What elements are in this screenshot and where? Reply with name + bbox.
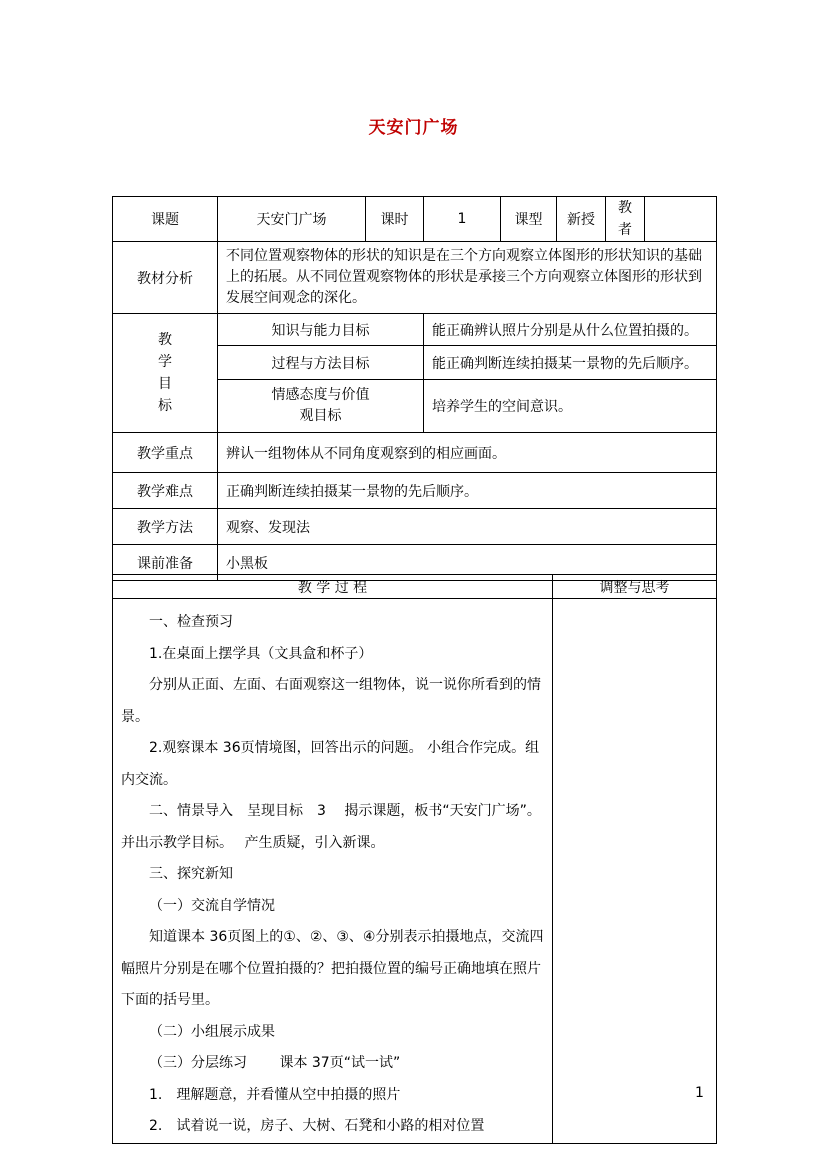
key-point-label: 教学重点	[113, 433, 218, 473]
process-line: （二）小组展示成果	[149, 1023, 275, 1040]
header-row	[113, 197, 717, 242]
method-text: 观察、发现法	[218, 509, 717, 545]
page-number: 1	[695, 1085, 704, 1101]
process-header: 教 学 过 程	[113, 575, 553, 599]
preparation-label: 课前准备	[113, 545, 218, 581]
process-table	[112, 574, 717, 1144]
goal-name: 过程与方法目标	[218, 346, 424, 380]
type-label: 课型	[501, 197, 557, 242]
process-line: 三、探究新知	[149, 866, 233, 882]
key-point-text: 辨认一组物体从不同角度观察到的相应画面。	[218, 433, 717, 473]
process-line: 一、检查预习	[149, 614, 233, 630]
goal-name: 知识与能力目标	[218, 314, 424, 346]
process-content	[113, 599, 553, 1144]
process-line: （三）分层练习 课本 37页“试一试”	[149, 1055, 401, 1071]
hours-label: 课时	[366, 197, 424, 242]
type-value: 新授	[557, 197, 606, 242]
goal-row-knowledge	[113, 314, 717, 346]
analysis-text: 不同位置观察物体的形状的知识是在三个方向观察立体图形的形状知识的基础上的拓展。从不同位置观察物体的形状是承接三个方向观察立体图形的形状到发展空间观念的深化。	[218, 242, 717, 314]
difficulty-row	[113, 473, 717, 509]
analysis-row	[113, 242, 717, 314]
lesson-info-table	[112, 196, 717, 581]
preparation-text: 小黑板	[218, 545, 717, 581]
process-line: 知道课本 36页图上的①、②、③、④分别表示拍摄地点，交流四幅照片分别是在哪个位置拍摄的？把拍摄位置的编号正确地填在照片下面的括号里。	[121, 929, 544, 1008]
key-point-row	[113, 433, 717, 473]
process-line: 分别从正面、左面、右面观察这一组物体，说一说你所看到的情景。	[121, 677, 541, 725]
goal-text: 能正确判断连续拍摄某一景物的先后顺序。	[424, 346, 717, 380]
method-label: 教学方法	[113, 509, 218, 545]
document-title: 天安门广场	[368, 118, 459, 138]
process-line: 2.观察课本 36页情境图，回答出示的问题。 小组合作完成。组内交流。	[121, 740, 540, 788]
process-line: （一）交流自学情况	[149, 897, 275, 914]
process-line: 2. 试着说一说，房子、大树、石凳和小路的相对位置	[149, 1118, 485, 1134]
lesson-value: 天安门广场	[218, 197, 366, 242]
difficulty-label: 教学难点	[113, 473, 218, 509]
process-header-row	[113, 575, 717, 599]
analysis-label: 教材分析	[113, 242, 218, 314]
teacher-label: 教 者	[606, 197, 645, 242]
goals-label: 教 学 目 标	[113, 314, 218, 433]
notes-column	[553, 599, 717, 1144]
teacher-value	[645, 197, 717, 242]
goal-text: 能正确辨认照片分别是从什么位置拍摄的。	[424, 314, 717, 346]
process-line: 1.在桌面上摆学具（文具盒和杯子）	[149, 645, 373, 662]
difficulty-text: 正确判断连续拍摄某一景物的先后顺序。	[218, 473, 717, 509]
process-body-row	[113, 599, 717, 1144]
notes-header: 调整与思考	[553, 575, 717, 599]
goal-text: 培养学生的空间意识。	[424, 380, 717, 433]
method-row	[113, 509, 717, 545]
goal-name: 情感态度与价值 观目标	[218, 380, 424, 433]
lesson-label: 课题	[113, 197, 218, 242]
hours-value: 1	[424, 197, 501, 242]
process-line: 二、情景导入 呈现目标 3 揭示课题，板书“天安门广场”。并出示教学目标。 产生质疑，引入新课。	[121, 803, 541, 851]
process-line: 1. 理解题意，并看懂从空中拍摄的照片	[149, 1086, 401, 1103]
